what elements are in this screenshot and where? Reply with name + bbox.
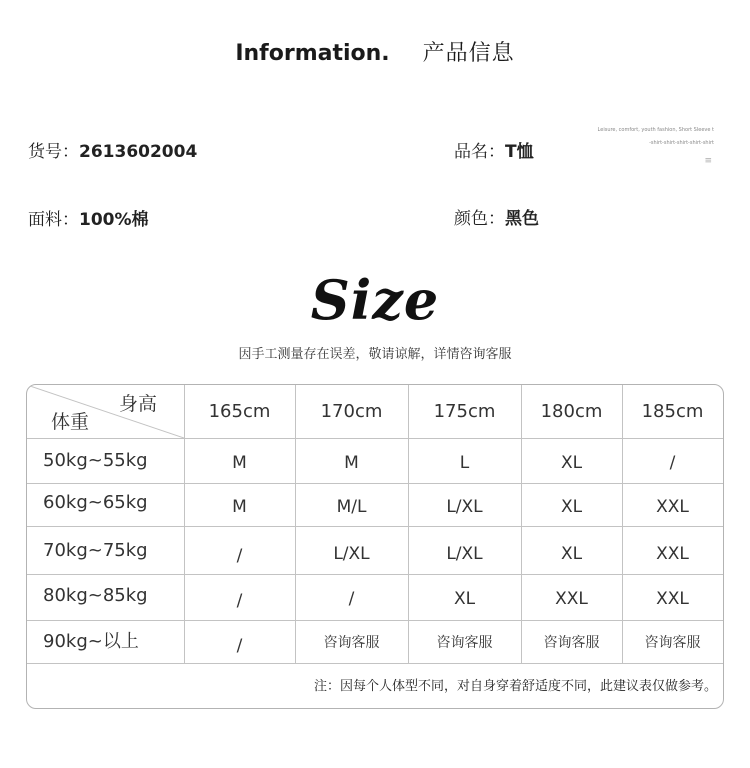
size-cell: 咨询客服 (543, 634, 600, 651)
fabric-label: 面料： (28, 210, 79, 230)
size-cell: M (344, 452, 359, 473)
size-cell: XL (560, 544, 583, 564)
product-name-label: 品名： (454, 142, 505, 162)
size-cell: XL (560, 452, 583, 473)
column-header: 170cm (320, 401, 383, 422)
info-color (454, 204, 539, 229)
column-header: 180cm (540, 401, 603, 422)
page-heading (0, 36, 750, 67)
row-header: 60kg~65kg (43, 492, 148, 513)
row-header: 90kg~以上 (43, 630, 139, 652)
item-no-label: 货号： (28, 142, 79, 162)
size-cell: XXL (656, 496, 689, 517)
column-header: 175cm (433, 401, 496, 422)
size-cell: M (232, 496, 247, 517)
size-cell: L/XL (446, 496, 483, 517)
size-cell: / (669, 452, 676, 473)
size-cell: L (459, 452, 470, 473)
decorative-tagline (544, 124, 714, 150)
row-header: 80kg~85kg (43, 584, 148, 606)
corner-cell (27, 385, 184, 438)
item-no-value: 2613602004 (79, 142, 198, 162)
heading-english: Information. (235, 41, 390, 66)
info-fabric (28, 205, 149, 230)
size-cell: XL (560, 496, 583, 517)
size-cell: M (232, 452, 247, 473)
size-cell: XL (453, 589, 476, 609)
size-subtitle: 因手工测量存在误差，敬请谅解，详情咨询客服 (238, 347, 512, 362)
list-icon: ≡ (704, 156, 712, 166)
size-cell: XXL (656, 544, 689, 564)
size-chart-table (26, 384, 724, 709)
size-cell: / (236, 546, 243, 566)
color-value: 黑色 (505, 209, 539, 229)
row-header: 50kg~55kg (43, 450, 148, 471)
size-note: 注：因每个人体型不同，对自身穿着舒适度不同，此建议表仅做参考。 (313, 679, 717, 694)
row-header: 70kg~75kg (43, 539, 148, 561)
product-name-value: T恤 (505, 142, 534, 162)
tagline-line-2: -shirt-shirt-shirt-shirt-shirt (649, 140, 714, 146)
size-cell: / (236, 635, 243, 656)
column-header: 185cm (641, 401, 704, 422)
size-cell: / (348, 589, 355, 609)
size-cell: M/L (336, 496, 367, 517)
size-cell: 咨询客服 (323, 634, 380, 651)
row-divider (27, 663, 723, 664)
size-title: Size (310, 268, 440, 332)
size-cell: XXL (555, 589, 588, 609)
size-cell: L/XL (446, 544, 483, 564)
heading-chinese: 产品信息 (422, 41, 515, 66)
color-label: 颜色： (454, 209, 505, 229)
weight-axis-label: 体重 (51, 411, 90, 433)
column-header: 165cm (208, 401, 271, 422)
size-cell: 咨询客服 (436, 634, 493, 651)
size-cell: / (236, 591, 243, 611)
fabric-value: 100%棉 (79, 210, 149, 230)
height-axis-label: 身高 (119, 393, 158, 415)
info-product-name (454, 137, 534, 162)
size-cell: XXL (656, 589, 689, 609)
info-item-no (28, 137, 197, 162)
size-cell: 咨询客服 (644, 634, 701, 651)
size-cell: L/XL (333, 544, 370, 564)
tagline-line-1: Leisure, comfort, youth fashion, Short Sleeve t (597, 127, 714, 133)
